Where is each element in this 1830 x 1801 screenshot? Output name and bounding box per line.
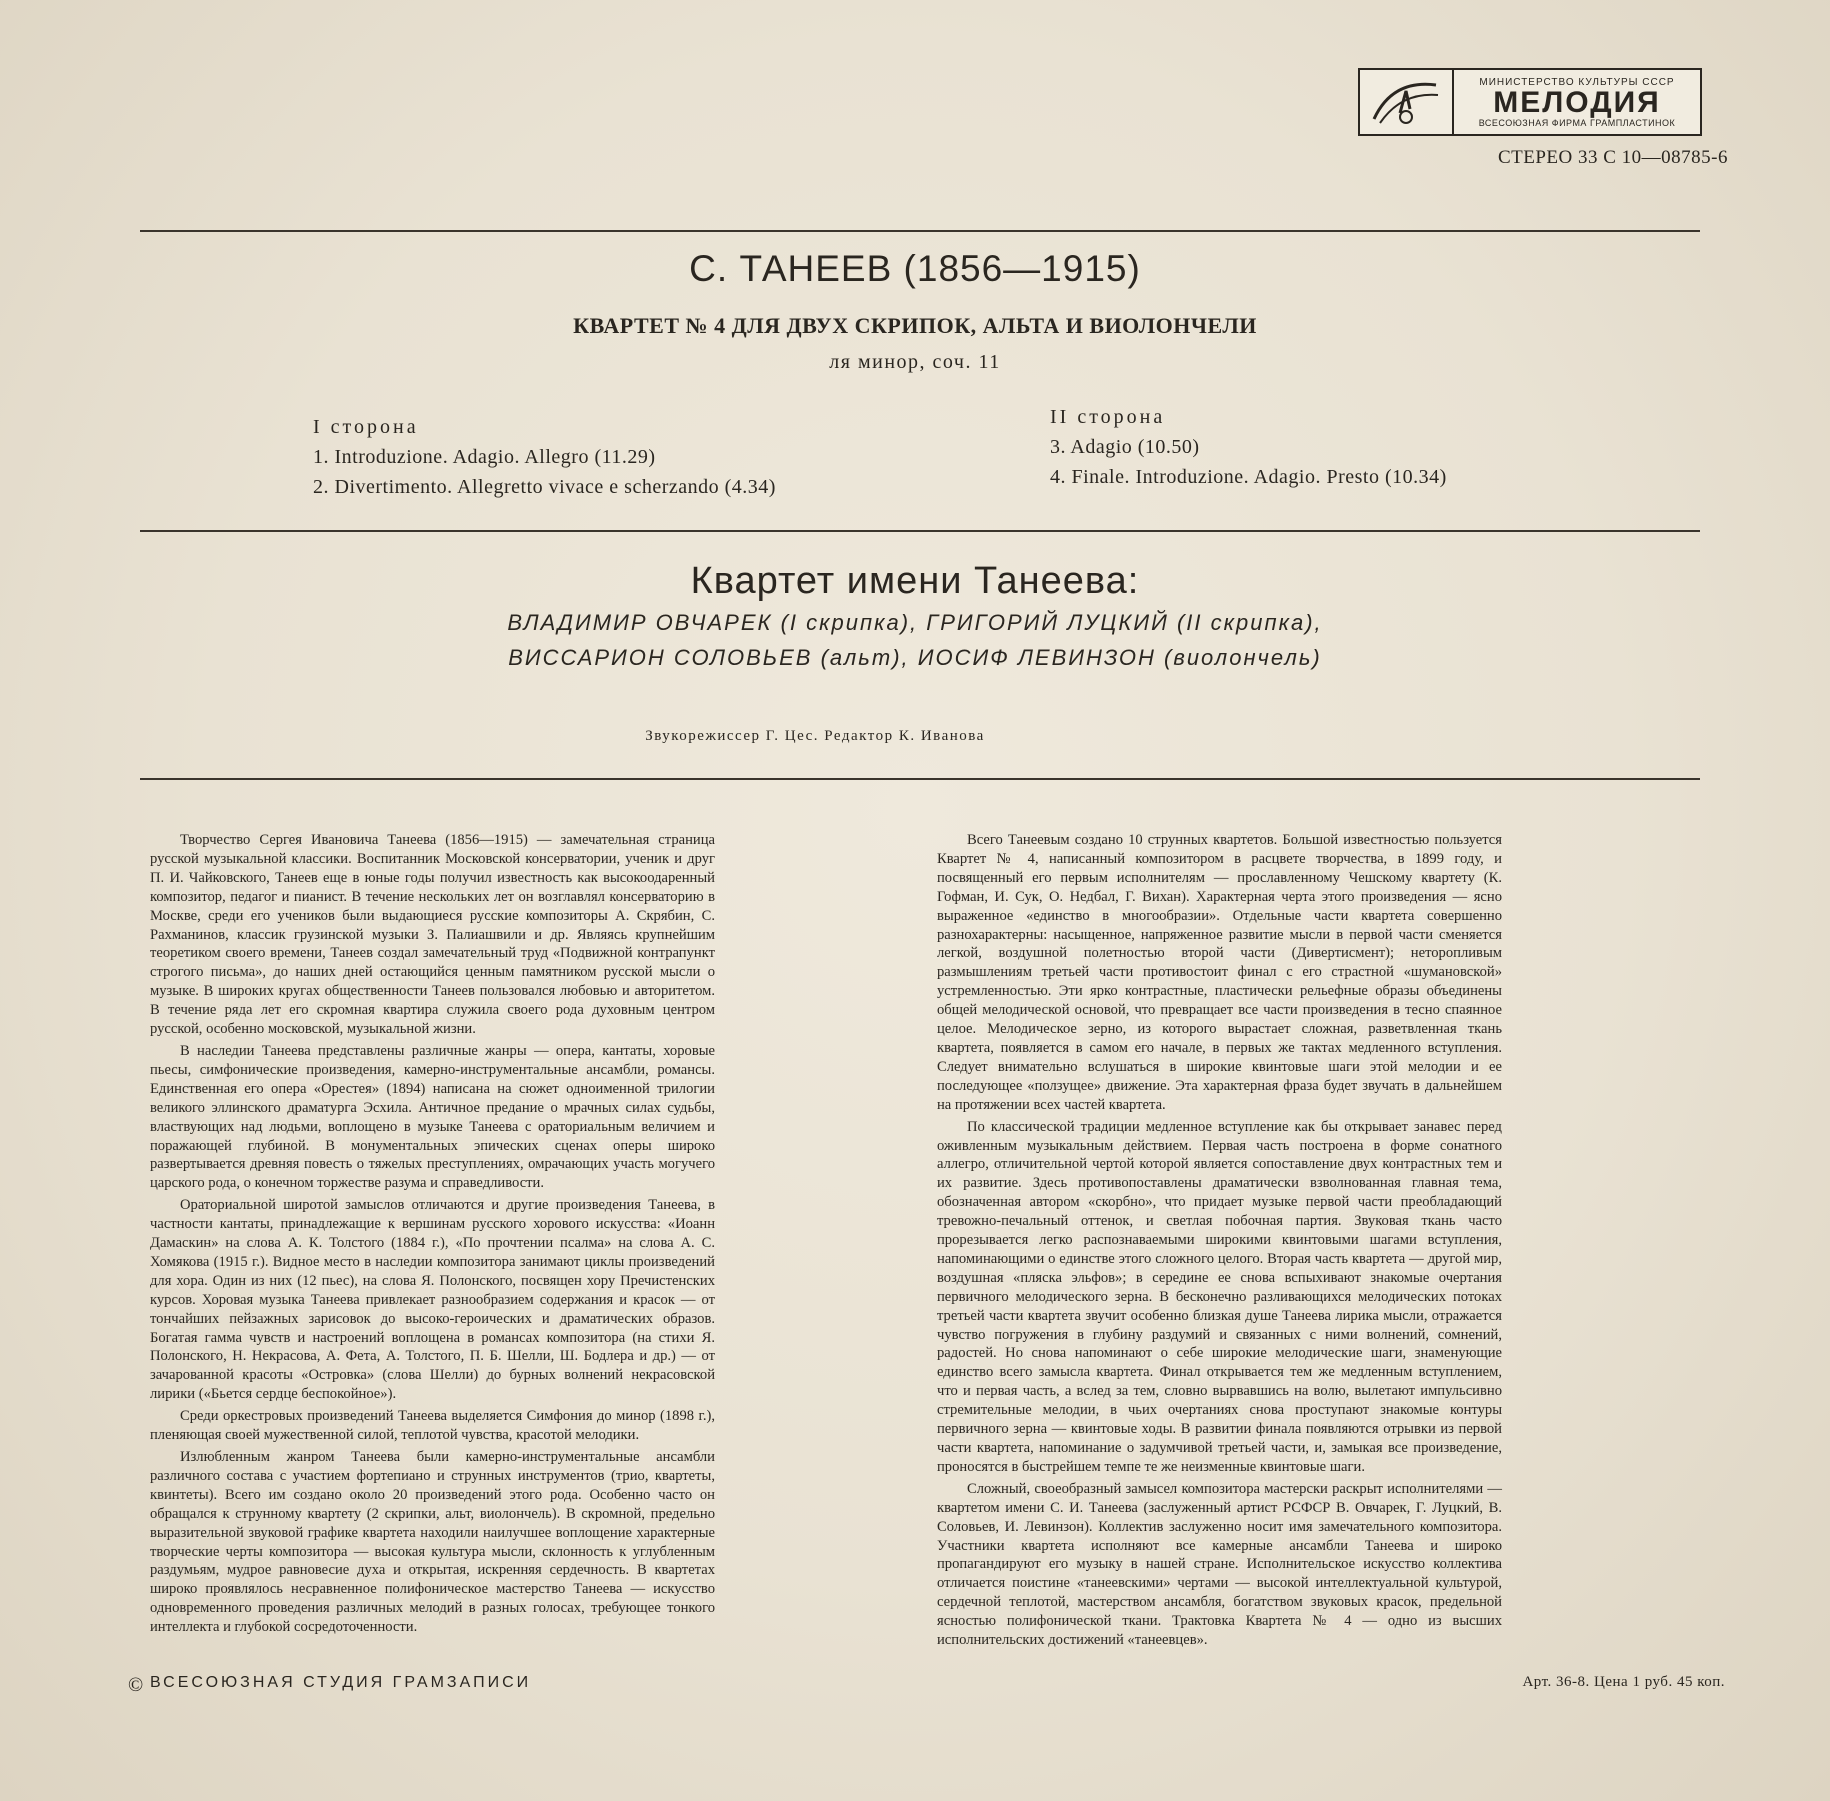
side-one-heading: I сторона [313,416,419,438]
musicians-line: ВИССАРИОН СОЛОВЬЕВ (альт), ИОСИФ ЛЕВИНЗОН (виолончель) [508,645,1322,670]
notes-paragraph: В наследии Танеева представлены различные жанры — опера, кантаты, хоровые пьесы, симфонические произведения, камерно-инструментальные ансамбли, романсы. Единственная его опера «Орестея» (1894) написана на сюжет одноименной трилогии великого эллинского драматурга Эсхила. Античное предание о мрачных силах судьбы, властвующих над людьми, воплощено в музыке Танеева с ораториальным величием и поражающей глубиной. В монументальных эпических сценах оперы широко развертывается древняя повесть о тяжелых преступлениях, омрачающих участь могучего царского рода, о конечном торжестве разума и справедливости. [150,1042,715,1192]
notes-paragraph: Всего Танеевым создано 10 струнных квартетов. Большой известностью пользуется Квартет № 4, написанный композитором в расцвете творчества, в 1899 году, и посвященный его первым исполнителям — прославленному Чешскому квартету (К. Гофман, И. Сук, О. Недбал, Г. Вихан). Характерная черта этого произведения — ясно выраженное «единство в многообразии». Отдельные части квартета совершенно разнохарактерны: насыщенное, напряженное развитие мысли в первой части сменяется легкой, воздушной полетностью второй части (Дивертисмент); неторопливым размышлениям третьей части противостоит финал с его страстной «шумановской» устремленностью. Эти ярко контрастные, пластически рельефные образы объединены общей мелодической основой, что превращает все части произведения в тесно спаянное целое. Мелодическое зерно, из которого вырастает сложная, разветвленная ткань квартета, появляется в самом его начале, в первых же тактах медленного вступления. Следует внимательно вслушаться в широкие квинтовые шаги этой мелодии и ее последующее «ползущее» движение. Эта характерная фраза будет звучать в дальнейшем на протяжении всех частей квартета. [937,832,1502,1113]
liner-notes-right [937,831,1502,1653]
logo-firm: ВСЕСОЮЗНАЯ ФИРМА ГРАМПЛАСТИНОК [1478,117,1676,128]
melodiya-logo [1358,68,1702,136]
side-one [313,412,776,502]
credits-line: Звукорежиссер Г. Цес. Редактор К. Иванова [645,728,985,744]
melodiya-logo-icon [1360,70,1454,134]
divider-middle [140,530,1700,532]
track-item: 1. Introduzione. Adagio. Allegro (11.29) [313,446,656,468]
studio-name: ВСЕСОЮЗНАЯ СТУДИЯ ГРАМЗАПИСИ [150,1674,532,1691]
track-item: 3. Adagio (10.50) [1050,436,1200,458]
copyright-icon: © [128,1674,144,1696]
divider-top [140,230,1700,232]
notes-paragraph: Среди оркестровых произведений Танеева выделяется Симфония до минор (1898 г.), пленяющая своей мужественной силой, теплотой чувства, красотой мелодики. [150,1408,715,1444]
performers-heading: Квартет имени Танеева: [690,560,1140,602]
side-two-heading: II сторона [1050,406,1166,428]
side-two [1050,402,1447,492]
track-item: 4. Finale. Introduzione. Adagio. Presto (10.34) [1050,466,1447,488]
track-item: 2. Divertimento. Allegretto vivace e scherzando (4.34) [313,476,776,498]
work-key: ля минор, соч. 11 [829,351,1001,373]
divider-lower [140,778,1700,780]
composer-title: С. ТАНЕЕВ (1856—1915) [689,248,1141,289]
price-line: Арт. 36-8. Цена 1 руб. 45 коп. [1522,1674,1725,1690]
notes-paragraph: Излюбленным жанром Танеева были камерно-инструментальные ансамбли различного состава с участием фортепиано и струнных инструментов (трио, квартеты, квинтеты). Всего им создано около 20 произведений этого рода. Особенно часто он обращался к струнному квартету (2 скрипки, альт, виолончель). В скромной, предельно выразительной звуковой графике квартета находили наилучшее воплощение характерные творческие черты композитора — высокая культура мысли, склонность к углубленным раздумьям, мудрое равновесие духа и открытая, искренняя сердечность. В квартетах широко проявлялось несравненное полифоническое мастерство Танеева — искусство одновременного проведения различных мелодий в разных голосах, требующее тонкого интеллекта и глубокой сосредоточенности. [150,1449,715,1636]
logo-ministry: МИНИСТЕРСТВО КУЛЬТУРЫ СССР [1479,76,1675,88]
notes-paragraph: Творчество Сергея Ивановича Танеева (1856—1915) — замечательная страница русской музыкальной классики. Воспитанник Московской консерватории, ученик и друг П. И. Чайковского, Танеев еще в юные годы получил известность как высокоодаренный композитор, педагог и пианист. В течение нескольких лет он возглавлял консерваторию в Москве, среди его учеников были выдающиеся русские композиторы А. Скрябин, С. Рахманинов, классик грузинской музыки З. Палиашвили и др. Являясь крупнейшим теоретиком своего времени, Танеев создал замечательный труд «Подвижной контрапункт строгого письма», до наших дней остающийся ценным памятником русской мысли о музыке. В широких кругах общественности Танеев пользовался любовью и авторитетом. В течение ряда лет его скромная квартира служила своего рода духовным центром русской, особенно московской, музыкальной жизни. [150,832,715,1038]
catalog-number: СТЕРЕО 33 С 10—08785-6 [1497,147,1728,168]
liner-notes-left [150,831,715,1640]
notes-paragraph: По классической традиции медленное вступление как бы открывает занавес перед оживленным музыкальным действием. Первая часть построена в форме сонатного аллегро, отличительной чертой которой является сопоставление двух контрастных тем и их развитие. Здесь противопоставлены драматически взволнованная главная тема, обозначенная автором «скорбно», что придает музыке первой части преобладающий тревожно-печальный оттенок, и светлая побочная партия. Звуковая ткань часто прорезывается легко распознаваемыми широкими квинтовыми шагами вступления, напоминающими о единстве этого сложного целого. Вторая часть квартета — другой мир, воздушная «пляска эльфов»; в середине ее снова вспыхивают знакомые очертания первичного мелодического зерна. В бесконечно разливающихся мелодических потоках третьей части квартета звучит особенно близкая душе Танеева лирика мысли, отражается чувство погружения в глубину раздумий и связанных с ними волнений, сомнений, радостей. Но снова напоминают о себе широкие мелодические шаги, знаменующие единство всего замысла квартета. Финал открывается тем же медленным вступлением, что и первая часть, а вслед за тем, словно вырвавшись на волю, вылетают импульсивно стремительные мелодии, в чьих очертаниях снова проступают знакомые контуры первичного зерна — квинтовые ходы. В развитии финала появляются отрывки из первой части квартета, напоминание о задумчивой третьей части, и, замыкая все произведение, проносятся в быстрейшем темпе те же неизменные квинтовые шаги. [937,1118,1502,1475]
musicians-line: ВЛАДИМИР ОВЧАРЕК (I скрипка), ГРИГОРИЙ ЛУЦКИЙ (II скрипка), [507,610,1323,635]
notes-paragraph: Ораториальной широтой замыслов отличаются и другие произведения Танеева, в частности кантаты, принадлежащие к вершинам русского хорового искусства: «Иоанн Дамаскин» на слова А. К. Толстого (1884 г.), «По прочтении псалма» на слова А. С. Хомякова (1915 г.). Видное место в наследии композитора занимают циклы произведений для хора. Один из них (12 пьес), на слова Я. Полонского, посвящен хору Пречистенских курсов. Хоровая музыка Танеева привлекает разнообразием содержания и красок — от тончайших пейзажных зарисовок до высоко-героических и драматических образов. Богатая гамма чувств и настроений воплощена в романсах композитора (на стихи Я. Полонского, Н. Некрасова, А. Фета, А. Толстого, П. Б. Шелли, Ш. Бодлера и др.) — от зачарованной красоты «Островка» (слова Шелли) до бурных волнений некрасовской лирики («Бьется сердце беспокойное»). [150,1197,715,1403]
notes-paragraph: Сложный, своеобразный замысел композитора мастерски раскрыт исполнителями — квартетом имени С. И. Танеева (заслуженный артист РСФСР В. Овчарек, Г. Луцкий, В. Соловьев, И. Левинзон). Коллектив заслуженно носит имя замечательного композитора. Участники квартета исполняют все камерные ансамбли Танеева и широко пропагандируют его музыку в нашей стране. Исполнительское искусство коллектива отличается поистине «танеевскими» чертами — высокой интеллектуальной культурой, сердечной теплотой, мастерством ансамбля, богатством звуковых красок, предельной ясностью полифонической ткани. Трактовка Квартета № 4 — одно из высших исполнительских достижений «танеевцев». [937,1480,1502,1649]
work-title: КВАРТЕТ № 4 ДЛЯ ДВУХ СКРИПОК, АЛЬТА И ВИОЛОНЧЕЛИ [573,313,1257,338]
logo-brand: МЕЛОДИЯ [1493,85,1661,119]
